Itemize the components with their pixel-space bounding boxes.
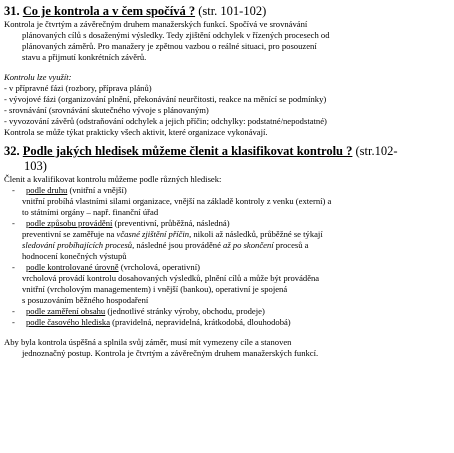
spacer [4, 328, 450, 337]
criterion-level [4, 262, 450, 273]
section-32-title [4, 144, 450, 159]
criterion-text-line: vnitřní probíhá vlastními silami organizace, vnější na základě kontroly z venku (externí) a [22, 196, 332, 206]
bullet-dash: - [12, 185, 15, 195]
usage-heading: Kontrolu lze využít: [4, 72, 72, 82]
criterion-focus [4, 306, 450, 317]
criterion-text-line: hodnocení konečných výstupů [22, 251, 127, 261]
text-run-italic: sledování probíhajících procesů [22, 240, 133, 250]
criterion-desc: (vnitřní a vnější) [67, 185, 127, 195]
usage-item: - v přípravné fázi (rozbory, příprava plánů) [4, 83, 152, 93]
text-run: preventivní se zaměřuje na [22, 229, 117, 239]
bullet-dash: - [12, 218, 15, 228]
criterion-desc: (pravidelná, nepravidelná, krátkodobá, dlouhodobá) [110, 317, 291, 327]
criterion-text-line [4, 240, 450, 251]
criterion-text-line: vrcholová provádí kontrolu dosahovaných výsledků, plnění cílů a může být prováděna [22, 273, 320, 283]
criterion-text-line: vnitřní (vrcholovým managementem) i vnější (bankou), operativní je spojená [22, 284, 288, 294]
criterion-method [4, 218, 450, 229]
criterion-label: podle zaměření obsahu [26, 306, 106, 316]
section-31-page-ref: (str. 101-102) [198, 4, 267, 18]
section-32-question: Podle jakých hledisek můžeme členit a klasifikovat kontrolu ? [22, 144, 353, 158]
usage-item: - vyvozování závěrů (odstraňování odchylek a jejich příčin; odchylky: podstatné/nepodstatné) [4, 116, 327, 126]
criterion-label: podle časového hlediska [26, 317, 111, 327]
usage-item: - vývojové fázi (organizování plnění, překonávání neurčitosti, reakce na měnící se podmínky) [4, 94, 327, 104]
section-31-question: Co je kontrola a v čem spočívá ? [22, 4, 196, 18]
section-31-para-line: plánovaných záměrů. Pro manažery je zpětnou vazbou o reálné situaci, pro posouzení [22, 41, 317, 51]
section-31-title [4, 4, 450, 19]
text-run: , nikoli až následků, průběžné se týkají [189, 229, 323, 239]
criterion-desc: (vrcholová, operativní) [118, 262, 200, 272]
criterion-text-line: s posuzováním běžného hospodaření [22, 295, 149, 305]
text-run-italic: až po skončení [223, 240, 274, 250]
section-32-page-ref: (str.102- [355, 144, 398, 158]
final-para-line: jednoznačný postup. Kontrola je čtvrtým a závěrečným druhem manažerských funkcí. [22, 348, 319, 358]
section-31-para-line: stavu a přijmutí konkrétních závěrů. [22, 52, 147, 62]
section-31 [4, 4, 450, 138]
section-32-page-ref-end: 103) [24, 159, 47, 173]
section-32-number: 32. [4, 144, 20, 158]
usage-item: - srovnávání (srovnávání skutečného vývoje s plánovaným) [4, 105, 209, 115]
text-run: , následné jsou prováděné [132, 240, 224, 250]
criterion-text-line: to státními orgány – např. finanční úřad [22, 207, 159, 217]
spacer [4, 63, 450, 72]
text-run-italic: včasné zjištění příčin [116, 229, 190, 239]
criterion-label: podle druhu [26, 185, 68, 195]
section-32-intro: Členit a kvalifikovat kontrolu můžeme podle různých hledisek: [4, 174, 222, 184]
section-32 [4, 144, 450, 359]
criterion-time [4, 317, 450, 328]
section-31-para-line: plánovaných cílů s dosaženými výsledky. Tedy zjištění odchylek v řízených procesech od [22, 30, 330, 40]
criterion-text-line [4, 229, 450, 240]
section-31-number: 31. [4, 4, 20, 18]
bullet-dash: - [12, 306, 15, 316]
final-para-first-line: Aby byla kontrola úspěšná a splnila svůj záměr, musí mít vymezeny cíle a stanoven [4, 337, 292, 347]
document-page [0, 4, 454, 453]
criterion-label: podle kontrolované úrovně [26, 262, 119, 272]
text-run: procesů a [273, 240, 309, 250]
criterion-desc: (preventivní, průběžná, následná) [112, 218, 230, 228]
criterion-label: podle způsobu provádění [26, 218, 113, 228]
criterion-desc: (jednotlivé stránky výroby, obchodu, prodeje) [105, 306, 265, 316]
criterion-type [4, 185, 450, 196]
section-32-title-cont [4, 159, 450, 174]
bullet-dash: - [12, 262, 15, 272]
section-31-closing: Kontrola se může týkat prakticky všech aktivit, které organizace vykonávají. [4, 127, 268, 137]
bullet-dash: - [12, 317, 15, 327]
section-31-para-first-line: Kontrola je čtvrtým a závěrečným druhem manažerských funkcí. Spočívá ve srovnávání [4, 19, 308, 29]
